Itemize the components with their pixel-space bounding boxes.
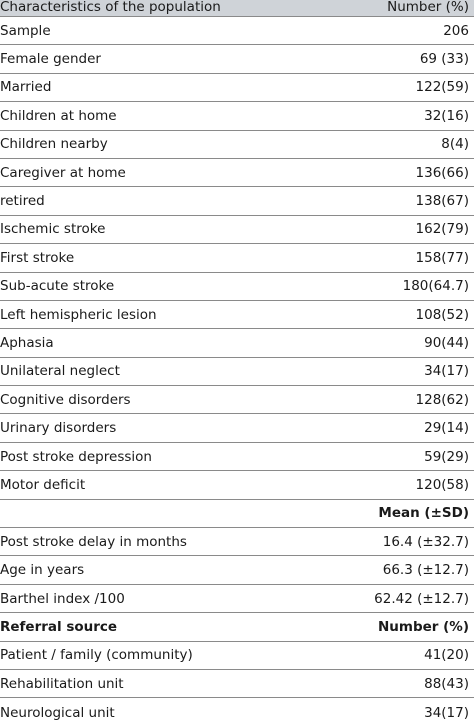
row-value: 162(79) bbox=[415, 221, 469, 238]
row-value: 62.42 (±12.7) bbox=[374, 590, 469, 607]
row-label: Sub-acute stroke bbox=[0, 278, 115, 295]
row-label: Patient / family (community) bbox=[0, 647, 193, 664]
row-value: 158(77) bbox=[415, 249, 469, 266]
row-value: 136(66) bbox=[415, 164, 469, 181]
row-label: Motor deficit bbox=[0, 476, 86, 493]
row-label: Unilateral neglect bbox=[0, 363, 120, 380]
referral-section-header bbox=[0, 613, 474, 641]
row-value: 90(44) bbox=[424, 334, 469, 351]
header-number-percent: Number (%) bbox=[387, 0, 469, 15]
table-row bbox=[0, 443, 474, 471]
table-row bbox=[0, 670, 474, 698]
row-label: retired bbox=[0, 193, 45, 210]
row-value: 69 (33) bbox=[419, 51, 469, 68]
row-value: 206 bbox=[443, 22, 469, 39]
header-characteristics: Characteristics of the population bbox=[0, 0, 221, 15]
row-value: 88(43) bbox=[424, 675, 469, 692]
row-label: Left hemispheric lesion bbox=[0, 306, 157, 323]
table-row bbox=[0, 74, 474, 102]
table-row bbox=[0, 159, 474, 187]
table-row bbox=[0, 471, 474, 499]
row-label: Sample bbox=[0, 22, 51, 39]
row-label: Post stroke delay in months bbox=[0, 533, 187, 550]
row-value: 16.4 (±32.7) bbox=[382, 533, 469, 550]
table-row bbox=[0, 17, 474, 45]
table-row bbox=[0, 585, 474, 613]
row-value: 66.3 (±12.7) bbox=[382, 562, 469, 579]
row-label: Caregiver at home bbox=[0, 164, 126, 181]
table-row bbox=[0, 273, 474, 301]
row-value: 120(58) bbox=[415, 476, 469, 493]
referral-number-percent-header: Number (%) bbox=[377, 618, 469, 635]
mean-sd-header: Mean (±SD) bbox=[378, 505, 469, 522]
row-label: Urinary disorders bbox=[0, 420, 117, 437]
table-row bbox=[0, 386, 474, 414]
table-row bbox=[0, 414, 474, 442]
row-value: 59(29) bbox=[424, 448, 469, 465]
row-label: Post stroke depression bbox=[0, 448, 152, 465]
row-label: Cognitive disorders bbox=[0, 391, 131, 408]
table-row bbox=[0, 244, 474, 272]
table-row bbox=[0, 45, 474, 73]
table-header-row bbox=[0, 0, 474, 17]
row-value: 41(20) bbox=[424, 647, 469, 664]
row-value: 34(17) bbox=[424, 363, 469, 380]
table-row bbox=[0, 528, 474, 556]
row-label: Married bbox=[0, 79, 52, 96]
referral-source-label: Referral source bbox=[0, 618, 118, 635]
row-label: Ischemic stroke bbox=[0, 221, 106, 238]
row-label: Female gender bbox=[0, 51, 101, 68]
table-row bbox=[0, 102, 474, 130]
row-label: Age in years bbox=[0, 562, 85, 579]
row-label: Children nearby bbox=[0, 136, 108, 153]
row-label: Neurological unit bbox=[0, 704, 115, 721]
row-label: Rehabilitation unit bbox=[0, 675, 124, 692]
row-value: 8(4) bbox=[441, 136, 469, 153]
row-value: 32(16) bbox=[424, 107, 469, 124]
table-row bbox=[0, 329, 474, 357]
table-row bbox=[0, 556, 474, 584]
row-label: Children at home bbox=[0, 107, 117, 124]
table-row bbox=[0, 187, 474, 215]
row-value: 128(62) bbox=[415, 391, 469, 408]
row-label: Aphasia bbox=[0, 334, 54, 351]
table-row bbox=[0, 642, 474, 670]
row-label: First stroke bbox=[0, 249, 75, 266]
mean-section-header bbox=[0, 500, 474, 528]
table-row bbox=[0, 301, 474, 329]
row-value: 34(17) bbox=[424, 704, 469, 721]
row-value: 180(64.7) bbox=[402, 278, 469, 295]
table-row bbox=[0, 131, 474, 159]
table-row bbox=[0, 358, 474, 386]
row-value: 122(59) bbox=[415, 79, 469, 96]
table-row bbox=[0, 698, 474, 726]
row-label: Barthel index /100 bbox=[0, 590, 125, 607]
row-value: 29(14) bbox=[424, 420, 469, 437]
row-value: 138(67) bbox=[415, 193, 469, 210]
row-value: 108(52) bbox=[415, 306, 469, 323]
table-row bbox=[0, 216, 474, 244]
